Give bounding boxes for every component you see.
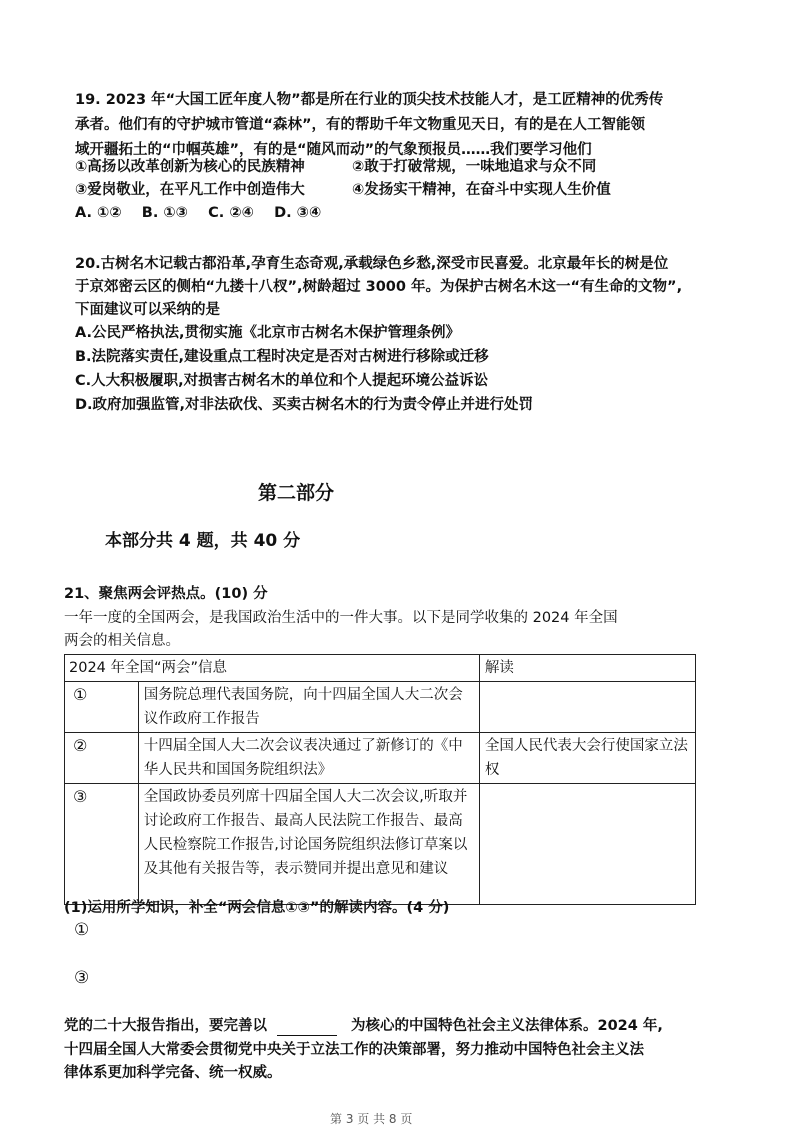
header-interpretation: 解读 (479, 655, 695, 682)
q19-option-3: ③爱岗敬业，在平凡工作中创造伟大 (75, 182, 305, 198)
q20-option-d: D.政府加强监管,对非法砍伐、买卖古树名木的行为责令停止并进行处罚 (75, 397, 534, 413)
two-sessions-table (64, 654, 696, 905)
q20-line-3: 下面建议可以采纳的是 (75, 302, 220, 318)
q20-line-2: 于京郊密云区的侧柏“九搂十八杈”,树龄超过 3000 年。为保护古树名木这一“有生命的文物”, (75, 279, 683, 295)
q20-option-c: C.人大积极履职,对损害古树名木的单位和个人提起环境公益诉讼 (75, 373, 489, 389)
q19-option-2: ②敢于打破常规，一味地追求与众不同 (352, 159, 597, 175)
q19-option-4: ④发扬实干精神，在奋斗中实现人生价值 (352, 182, 611, 198)
row-number: ② (65, 733, 139, 784)
q20-option-a: A.公民严格执法,贯彻实施《北京市古树名木保护管理条例》 (75, 325, 461, 341)
row-interpretation: 全国人民代表大会行使国家立法权 (479, 733, 695, 784)
table-row (65, 682, 696, 733)
row-info: 国务院总理代表国务院，向十四届全国人大二次会议作政府工作报告 (138, 682, 479, 733)
q21-intro-1: 一年一度的全国两会，是我国政治生活中的一件大事。以下是同学收集的 2024 年全国 (64, 610, 618, 626)
row-number: ③ (65, 784, 139, 905)
fill-blank[interactable] (277, 1021, 337, 1036)
q20-line-1: 20.古树名木记载古都沿革,孕育生态奇观,承载绿色乡愁,深受市民喜爱。北京最年长的树是位 (75, 256, 669, 272)
row-number: ① (65, 682, 139, 733)
table-header-row (65, 655, 696, 682)
row-info: 十四届全国人大二次会议表决通过了新修订的《中华人民共和国国务院组织法》 (138, 733, 479, 784)
q21-intro-2: 两会的相关信息。 (64, 633, 180, 649)
q21-paragraph-3: 律体系更加科学完备、统一权威。 (64, 1065, 282, 1081)
row-info: 全国政协委员列席十四届全国人大二次会议,听取并讨论政府工作报告、最高人民法院工作报告、最高人民检察院工作报告,讨论国务院组织法修订草案以及其他有关报告等，表示赞同并提出意见和建议 (138, 784, 479, 905)
q21-subquestion-1: (1)运用所学知识，补全“两会信息①③”的解读内容。(4 分) (64, 900, 450, 916)
paragraph-part-b: 为核心的中国特色社会主义法律体系。2024 年, (351, 1018, 663, 1034)
q19-option-1: ①高扬以改革创新为核心的民族精神 (75, 159, 305, 175)
row-interpretation[interactable] (479, 682, 695, 733)
q21-paragraph-2: 十四届全国人大常委会贯彻党中央关于立法工作的决策部署，努力推动中国特色社会主义法 (64, 1042, 644, 1058)
paragraph-part-a: 党的二十大报告指出，要完善以 (64, 1018, 267, 1034)
q19-choices: A. ①② B. ①③ C. ②④ D. ③④ (75, 205, 322, 221)
q20-option-b: B.法院落实责任,建设重点工程时决定是否对古树进行移除或迁移 (75, 349, 489, 365)
part-subtitle: 本部分共 4 题，共 40 分 (105, 531, 301, 551)
q19-line-2: 承者。他们有的守护城市管道“森林”，有的帮助千年文物重见天日，有的是在人工智能领 (75, 117, 646, 133)
row-interpretation[interactable] (479, 784, 695, 905)
q21-paragraph-1 (64, 1016, 663, 1036)
q21-title: 21、聚焦两会评热点。(10) 分 (64, 586, 268, 602)
page-footer: 第 3 页 共 8 页 (330, 1112, 413, 1126)
part-title: 第二部分 (258, 482, 335, 504)
q19-line-1: 19. 2023 年“大国工匠年度人物”都是所在行业的顶尖技术技能人才，是工匠精神的优秀传 (75, 92, 664, 108)
table-row (65, 784, 696, 905)
answer-1-label: ① (74, 920, 90, 940)
header-info: 2024 年全国“两会”信息 (65, 655, 480, 682)
answer-3-label: ③ (74, 968, 90, 988)
q19-line-3: 域开疆拓土的“巾帼英雄”，有的是“随风而动”的气象预报员……我们要学习他们 (75, 142, 592, 158)
table-row (65, 733, 696, 784)
